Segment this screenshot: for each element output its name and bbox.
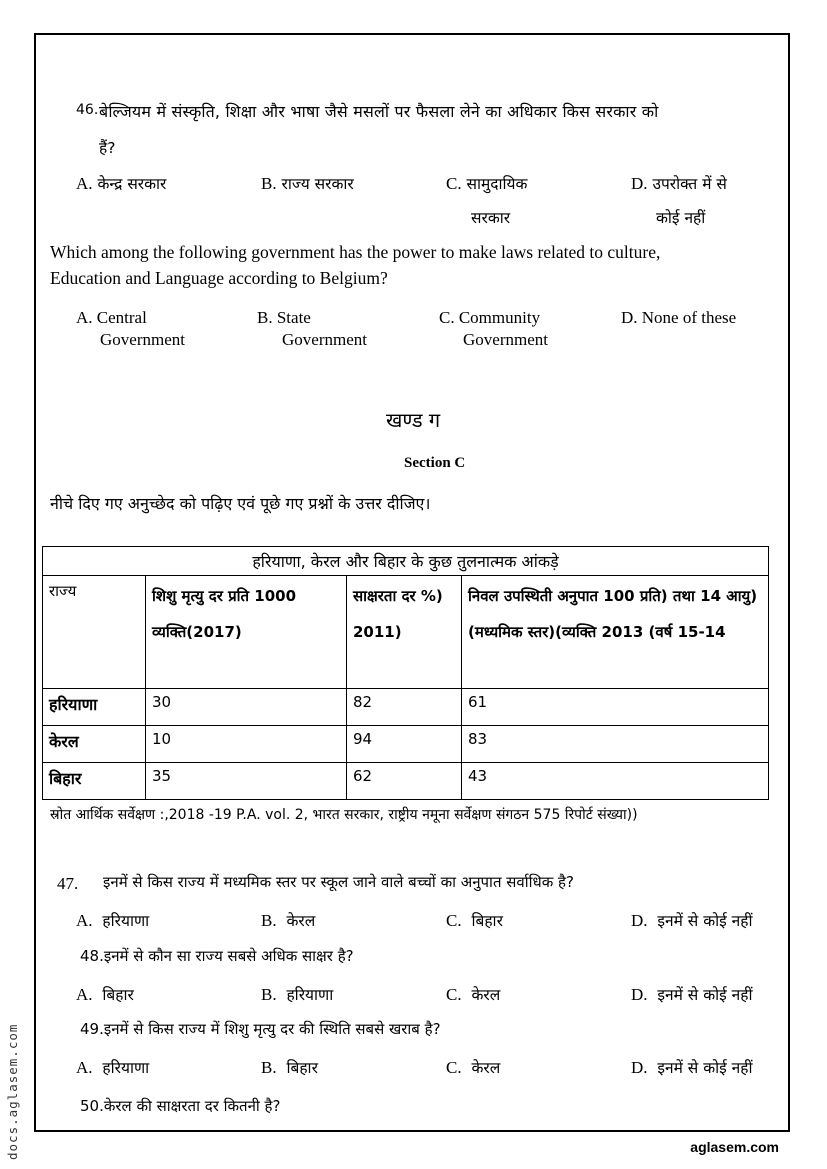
q50-text: केरल की साक्षरता दर कितनी है? <box>103 1097 281 1115</box>
header-state: राज्य <box>43 576 146 689</box>
option-text: बिहार <box>471 912 503 930</box>
q46-english-option-a-line2: Government <box>100 330 185 349</box>
q46-hindi-option-b[interactable] <box>261 172 354 194</box>
cell-ratio: 43 <box>462 763 769 800</box>
header-infant-mortality: शिशु मृत्यु दर प्रति 1000 व्यक्ति(2017) <box>146 576 347 689</box>
option-text: इनमें से कोई नहीं <box>657 912 753 930</box>
option-text: इनमें से कोई नहीं <box>657 986 753 1004</box>
option-text: इनमें से कोई नहीं <box>657 1059 753 1077</box>
option-letter: A. <box>76 308 93 327</box>
option-letter: C. <box>446 985 462 1004</box>
option-letter: C. <box>446 1058 462 1077</box>
q47-option-c[interactable] <box>446 909 503 931</box>
option-text: केरल <box>471 1059 501 1077</box>
q48-option-c[interactable] <box>446 983 500 1005</box>
option-letter: A. <box>76 174 93 193</box>
q46-hindi-option-c-line2: सरकार <box>471 209 511 227</box>
q46-english-option-b[interactable] <box>257 308 311 328</box>
q46-english-option-c[interactable] <box>439 308 540 328</box>
q47-option-a[interactable] <box>76 909 149 931</box>
table-row <box>43 726 769 763</box>
table-title: हरियाणा, केरल और बिहार के कुछ तुलनात्मक आंकड़े <box>43 547 769 576</box>
cell-imr: 35 <box>146 763 347 800</box>
option-letter: B. <box>261 911 277 930</box>
section-instruction: नीचे दिए गए अनुच्छेद को पढ़िए एवं पूछे गए प्रश्नों के उत्तर दीजिए। <box>50 494 431 513</box>
q48-number: 48. <box>80 947 104 965</box>
cell-state: बिहार <box>43 763 146 800</box>
q47-option-d[interactable] <box>631 909 753 931</box>
option-letter: B. <box>261 985 277 1004</box>
q47-text: इनमें से किस राज्य में मध्यमिक स्तर पर स्कूल जाने वाले बच्चों का अनुपात सर्वाधिक है? <box>103 873 574 891</box>
cell-imr: 10 <box>146 726 347 763</box>
option-text: केरल <box>286 912 316 930</box>
option-text: हरियाणा <box>102 1059 150 1077</box>
cell-literacy: 94 <box>347 726 462 763</box>
option-text: राज्य सरकार <box>281 175 354 193</box>
q46-english-option-c-line2: Government <box>463 330 548 349</box>
q48-text: इनमें से कौन सा राज्य सबसे अधिक साक्षर है? <box>103 947 354 965</box>
q48-option-d[interactable] <box>631 983 753 1005</box>
q46-english-option-b-line2: Government <box>282 330 367 349</box>
q46-hindi-line2: हैं? <box>99 139 116 157</box>
option-letter: B. <box>261 174 277 193</box>
option-letter: D. <box>631 985 648 1004</box>
option-letter: A. <box>76 1058 93 1077</box>
q49-option-c[interactable] <box>446 1056 500 1078</box>
question-50 <box>80 1096 280 1116</box>
option-text: हरियाणा <box>102 912 150 930</box>
cell-literacy: 82 <box>347 689 462 726</box>
q46-hindi-option-d-line2: कोई नहीं <box>656 209 706 227</box>
q46-hindi-option-c[interactable] <box>446 172 527 194</box>
table-source: स्रोत आर्थिक सर्वेक्षण :,2018 -19 P.A. vol. 2, भारत सरकार, राष्ट्रीय नमूना सर्वेक्षण संगठन 575 रिपोर्ट संख्या)) <box>50 807 638 823</box>
option-letter: D. <box>631 1058 648 1077</box>
cell-state: केरल <box>43 726 146 763</box>
option-text: केरल <box>471 986 501 1004</box>
side-watermark: docs.aglasem.com <box>5 1023 20 1160</box>
q49-number: 49. <box>80 1020 104 1038</box>
q47-number: 47. <box>57 874 79 893</box>
option-text: बिहार <box>286 1059 318 1077</box>
header-literacy-rate: साक्षरता दर %) 2011) <box>347 576 462 689</box>
option-letter: A. <box>76 985 93 1004</box>
cell-literacy: 62 <box>347 763 462 800</box>
option-text: Community <box>458 308 541 327</box>
cell-imr: 30 <box>146 689 347 726</box>
q50-number: 50. <box>80 1097 104 1115</box>
q47-option-b[interactable] <box>261 909 315 931</box>
q49-question <box>80 1019 441 1039</box>
q49-option-d[interactable] <box>631 1056 753 1078</box>
section-title-english: Section C <box>404 455 466 471</box>
q49-option-b[interactable] <box>261 1056 318 1078</box>
q46-hindi-line1: बेल्जियम में संस्कृति, शिक्षा और भाषा जैसे मसलों पर फैसला लेने का अधिकार किस सरकार को <box>99 102 659 121</box>
option-text: सामुदायिक <box>466 175 528 193</box>
option-letter: B. <box>257 308 273 327</box>
q46-english-option-a[interactable] <box>76 308 147 328</box>
table-title-row <box>43 547 769 576</box>
option-text: केन्द्र सरकार <box>97 175 167 193</box>
table-row <box>43 763 769 800</box>
q46-english-line1: Which among the following government has the power to make laws related to culture, <box>50 242 661 262</box>
q48-option-a[interactable] <box>76 983 134 1005</box>
q46-english-line2: Education and Language according to Belgium? <box>50 268 388 288</box>
header-attendance-ratio: निवल उपस्थिती अनुपात 100 प्रति) तथा 14 आयु) (मध्यमिक स्तर)(व्यक्ति 2013 (वर्ष 15-14 <box>462 576 769 689</box>
section-title-hindi: खण्ड ग <box>386 408 441 432</box>
option-text: उपरोक्त में से <box>652 175 727 193</box>
q46-hindi-option-d[interactable] <box>631 172 727 194</box>
q46-english-option-d[interactable] <box>621 308 736 328</box>
option-letter: D. <box>621 308 638 327</box>
q46-number: 46. <box>76 102 99 118</box>
option-letter: C. <box>439 308 455 327</box>
table-row <box>43 689 769 726</box>
q48-option-b[interactable] <box>261 983 333 1005</box>
cell-state: हरियाणा <box>43 689 146 726</box>
option-text: बिहार <box>102 986 134 1004</box>
table-header-row <box>43 576 769 689</box>
cell-ratio: 61 <box>462 689 769 726</box>
option-text: None of these <box>641 308 737 327</box>
q48-question <box>80 946 354 966</box>
q46-hindi-option-a[interactable] <box>76 172 166 194</box>
footer-site-label: aglasem.com <box>690 1139 779 1155</box>
option-letter: B. <box>261 1058 277 1077</box>
option-text: हरियाणा <box>286 986 334 1004</box>
option-text: State <box>276 308 311 327</box>
option-letter: A. <box>76 911 93 930</box>
option-letter: C. <box>446 174 462 193</box>
option-letter: C. <box>446 911 462 930</box>
option-letter: D. <box>631 911 648 930</box>
option-letter: D. <box>631 174 648 193</box>
cell-ratio: 83 <box>462 726 769 763</box>
q49-text: इनमें से किस राज्य में शिशु मृत्यु दर की स्थिति सबसे खराब है? <box>103 1020 441 1038</box>
q49-option-a[interactable] <box>76 1056 149 1078</box>
comparison-table <box>42 546 769 800</box>
option-text: Central <box>96 308 147 327</box>
